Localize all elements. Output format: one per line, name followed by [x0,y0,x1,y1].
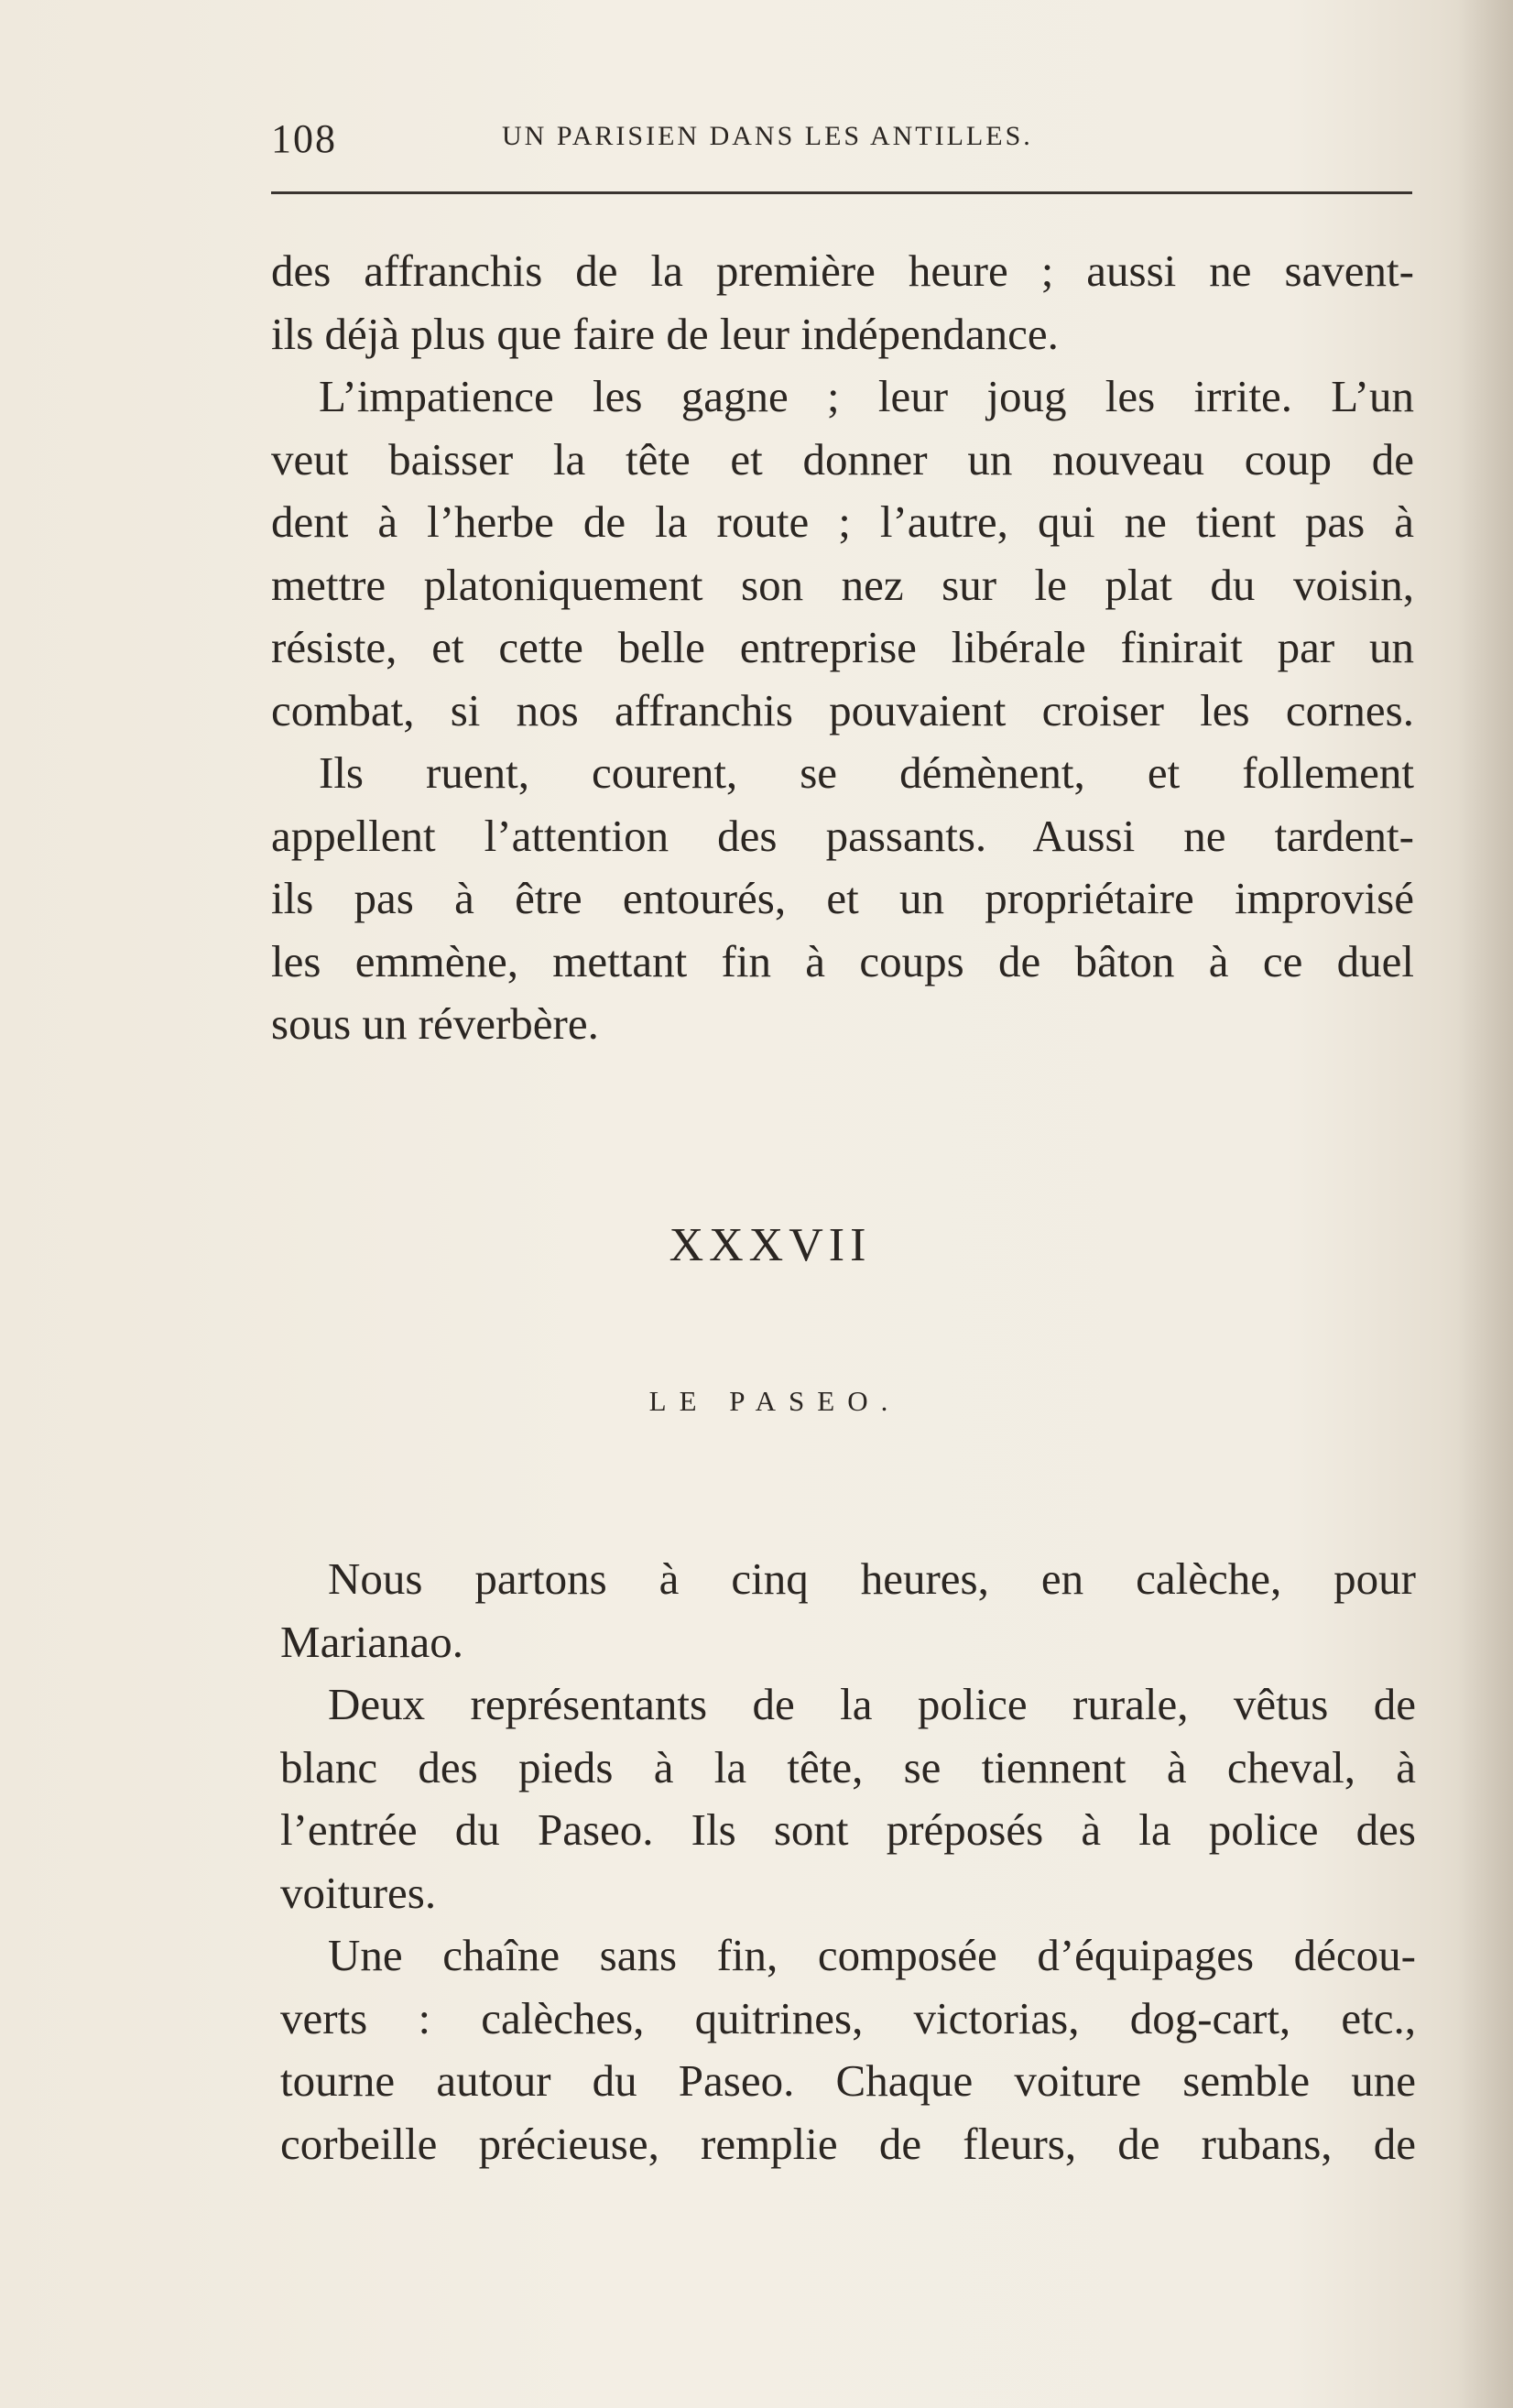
text-line: Une chaîne sans fin, composée d’équipages décou- [328,1930,1416,1980]
text-line: ils déjà plus que faire de leur indépendance. [271,308,1059,359]
page-header [271,108,1412,163]
text-line: L’impatience les gagne ; leur joug les irrite. L’un [319,371,1414,421]
chapter-number: XXXVII [669,1219,872,1271]
text-line: veut baisser la tête et donner un nouveau coup de [271,433,1414,485]
chapter-title: LE PASEO. [648,1385,901,1417]
text-line: sous un réverbère. [271,998,599,1049]
header-rule [271,191,1412,194]
text-line: résiste, et cette belle entreprise libérale finirait par un [271,622,1414,672]
text-line: combat, si nos affranchis pouvaient croiser les cornes. [271,684,1414,735]
text-line: verts : calèches, quitrines, victorias, dog-cart, etc., [280,1992,1416,2043]
text-line: blanc des pieds à la tête, se tiennent à cheval, à [280,1741,1416,1792]
paragraph-block-1 [271,240,1414,1056]
text-line: dent à l’herbe de la route ; l’autre, qui ne tient pas à [271,496,1414,547]
page-edge-shadow [1458,0,1513,2408]
text-line: Ils ruent, courent, se démènent, et follement [319,747,1414,798]
paragraph-block-2 [280,1548,1416,2175]
text-line: appellent l’attention des passants. Aussi ne tardent- [271,810,1414,861]
text-line: ils pas à être entourés, et un propriétaire improvisé [271,873,1414,923]
text-line: Marianao. [280,1616,463,1667]
text-line: des affranchis de la première heure ; aussi ne savent- [271,245,1414,296]
running-head: UN PARISIEN DANS LES ANTILLES. [502,121,1033,151]
text-line: tourne autour du Paseo. Chaque voiture semble une [280,2055,1416,2106]
text-line: les emmène, mettant fin à coups de bâton à ce duel [271,935,1414,986]
text-line: mettre platoniquement son nez sur le plat du voisin, [271,559,1414,610]
text-line: voitures. [280,1867,437,1918]
text-line: Nous partons à cinq heures, en calèche, pour [328,1553,1416,1604]
text-line: l’entrée du Paseo. Ils sont préposés à la police des [280,1804,1416,1855]
text-line: Deux représentants de la police rurale, vêtus de [328,1679,1416,1729]
text-line: corbeille précieuse, remplie de fleurs, de rubans, de [280,2118,1416,2169]
page-number: 108 [271,116,337,161]
